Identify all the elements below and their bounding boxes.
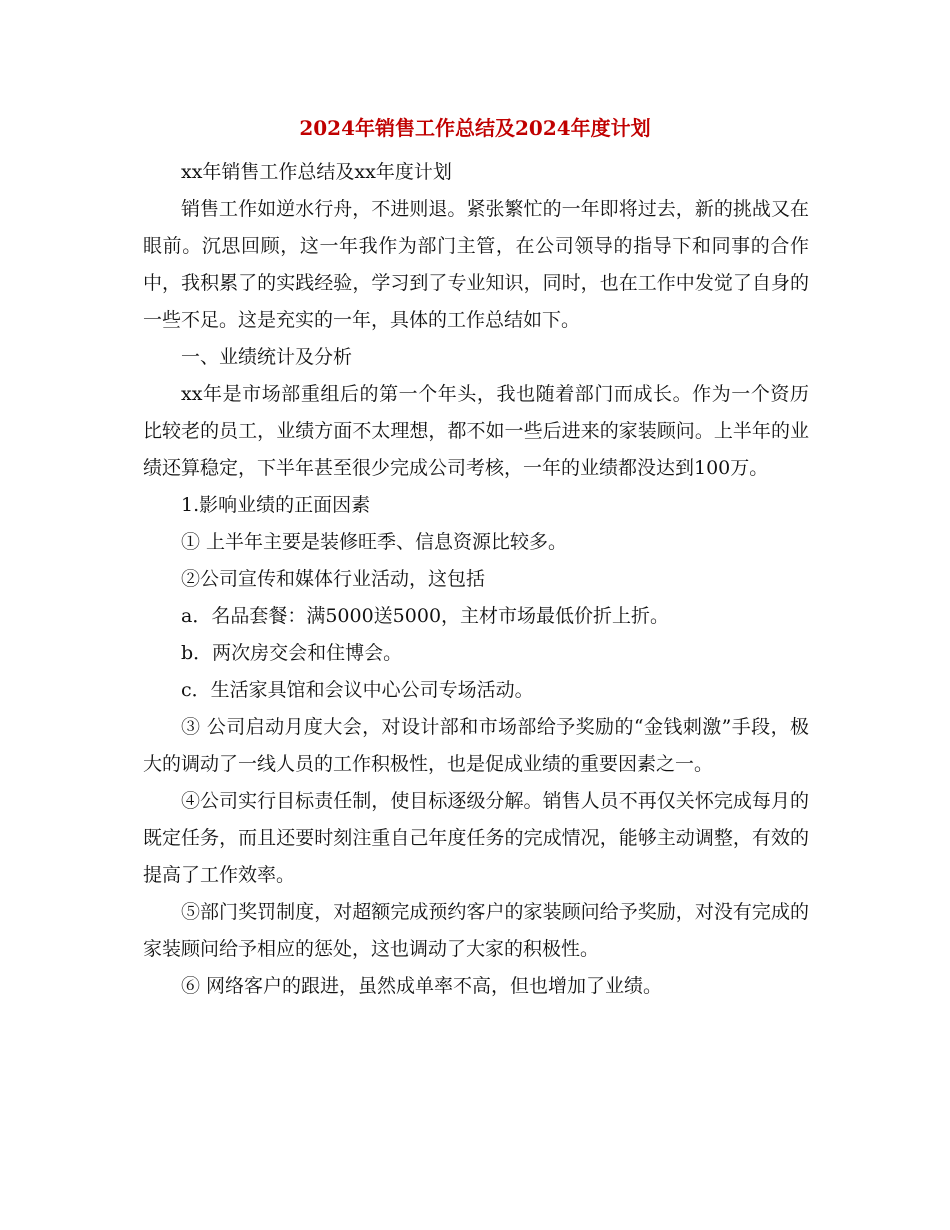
document-body xyxy=(143,154,809,1005)
list-item-2b: b．两次房交会和住博会。 xyxy=(181,642,403,664)
list-item-6: ⑥ 网络客户的跟进，虽然成单率不高，但也增加了业绩。 xyxy=(181,975,663,997)
subheading-positive-factors: 1.影响业绩的正面因素 xyxy=(181,494,371,516)
section-heading-performance: 一、业绩统计及分析 xyxy=(181,346,353,368)
document-title: 2024年销售工作总结及2024年度计划 xyxy=(299,116,651,140)
list-item-2c: c．生活家具馆和会议中心公司专场活动。 xyxy=(181,679,534,701)
list-item-3: ③ 公司启动月度大会，对设计部和市场部给予奖励的“金钱刺激”手段，极大的调动了一线人员的工作积极性，也是促成业绩的重要因素之一。 xyxy=(143,716,809,775)
paragraph-performance: xx年是市场部重组后的第一个年头，我也随着部门而成长。作为一个资历比较老的员工，业绩方面不太理想，都不如一些后进来的家装顾问。上半年的业绩还算稳定，下半年甚至很少完成公司考核，一年的业绩都没达到100万。 xyxy=(143,383,809,479)
list-item-2: ②公司宣传和媒体行业活动，这包括 xyxy=(181,568,486,590)
paragraph-subtitle: xx年销售工作总结及xx年度计划 xyxy=(181,161,452,183)
list-item-2a: a．名品套餐：满5000送5000，主材市场最低价折上折。 xyxy=(181,605,670,627)
list-item-5: ⑤部门奖罚制度，对超额完成预约客户的家装顾问给予奖励，对没有完成的家装顾问给予相应的惩处，这也调动了大家的积极性。 xyxy=(143,901,809,960)
list-item-1: ① 上半年主要是装修旺季、信息资源比较多。 xyxy=(181,531,568,553)
paragraph-intro: 销售工作如逆水行舟，不进则退。紧张繁忙的一年即将过去，新的挑战又在眼前。沉思回顾，这一年我作为部门主管，在公司领导的指导下和同事的合作中，我积累了的实践经验，学习到了专业知识，同时，也在工作中发觉了自身的一些不足。这是充实的一年，具体的工作总结如下。 xyxy=(143,198,809,331)
list-item-4: ④公司实行目标责任制，使目标逐级分解。销售人员不再仅关怀完成每月的既定任务，而且还要时刻注重自己年度任务的完成情况，能够主动调整，有效的提高了工作效率。 xyxy=(143,790,809,886)
